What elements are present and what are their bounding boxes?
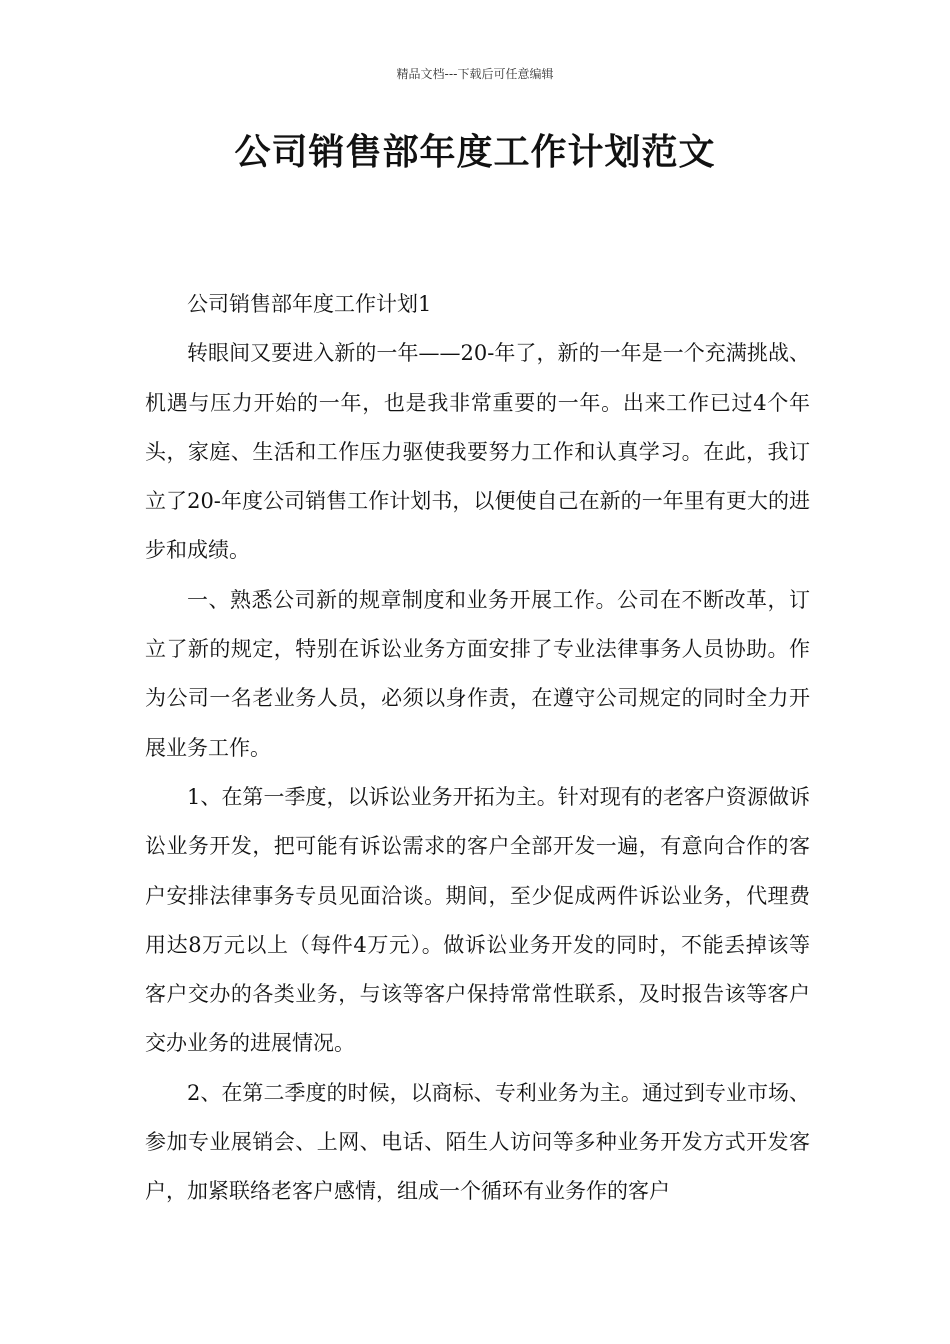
section-heading: 公司销售部年度工作计划1: [187, 292, 432, 316]
paragraph-intro: 转眼间又要进入新的一年——20-年了，新的一年是一个充满挑战、机遇与压力开始的一年，也是我非常重要的一年。出来工作已过4个年头，家庭、生活和工作压力驱使我要努力工作和认真学习。在此，我订立了20-年度公司销售工作计划书，以便使自己在新的一年里有更大的进步和成绩。: [145, 341, 810, 563]
header-note: 精品文档---下载后可任意编辑: [396, 67, 554, 81]
document-body: [145, 280, 810, 1217]
paragraph-item-one: 1、在第一季度，以诉讼业务开拓为主。针对现有的老客户资源做诉讼业务开发，把可能有诉讼需求的客户全部开发一遍，有意向合作的客户安排法律事务专员见面洽谈。期间，至少促成两件诉讼业务，代理费用达8万元以上（每件4万元）。做诉讼业务开发的同时，不能丢掉该等客户交办的各类业务，与该等客户保持常常性联系，及时报告该等客户交办业务的进展情况。: [145, 784, 810, 1056]
paragraph-item-two: 2、在第二季度的时候，以商标、专利业务为主。通过到专业市场、参加专业展销会、上网、电话、陌生人访问等多种业务开发方式开发客户，加紧联络老客户感情，组成一个循环有业务作的客户: [145, 1080, 810, 1204]
document-title: 公司销售部年度工作计划范文: [234, 132, 716, 173]
paragraph-section-one: 一、熟悉公司新的规章制度和业务开展工作。公司在不断改革，订立了新的规定，特别在诉讼业务方面安排了专业法律事务人员协助。作为公司一名老业务人员，必须以身作责，在遵守公司规定的同时全力开展业务工作。: [145, 587, 810, 760]
